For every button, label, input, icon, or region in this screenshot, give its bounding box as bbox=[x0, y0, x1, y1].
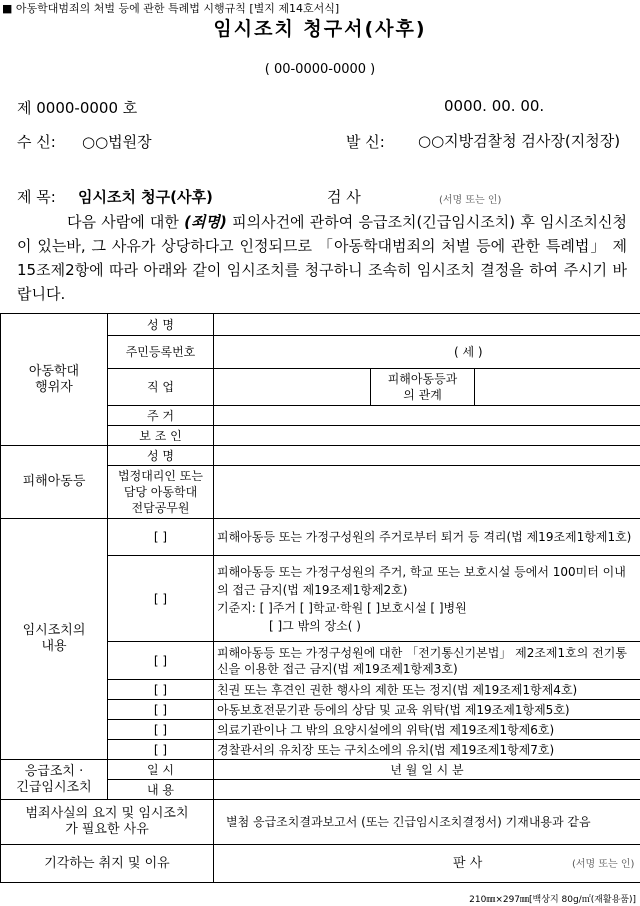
content-field[interactable] bbox=[214, 780, 640, 800]
request-body bbox=[17, 210, 627, 306]
measure-4-text: 친권 또는 후견인 권한 행사의 제한 또는 정지(법 제19조제1항제4호) bbox=[214, 680, 640, 700]
reference-number: 제 0000-0000 호 bbox=[17, 99, 138, 117]
reason-field[interactable]: 별첨 응급조치결과보고서 (또는 긴급임시조치결정서) 기재내용과 같음 bbox=[214, 800, 640, 845]
offense-name-placeholder: (죄명) bbox=[184, 213, 227, 231]
datetime-field[interactable]: 년 월 일 시 분 bbox=[214, 760, 640, 780]
measure-3-text: 피해아동등 또는 가정구성원에 대한 「전기통신기본법」 제2조제1호의 전기통신을 이용한 접근 금지(법 제19조제1항제3호) bbox=[214, 642, 640, 680]
address-label: 주 거 bbox=[108, 406, 214, 426]
recipient-value: ○○법원장 bbox=[82, 133, 152, 151]
perpetrator-name-field[interactable] bbox=[214, 314, 640, 336]
restraint-places-line-2[interactable]: [ ]그 밖의 장소( ) bbox=[269, 618, 361, 633]
request-detail-table bbox=[0, 313, 640, 883]
measure-6-checkbox[interactable]: [ ] bbox=[108, 720, 214, 740]
measure-7-text: 경찰관서의 유치장 또는 구치소에의 유치(법 제19조제1항제7호) bbox=[214, 740, 640, 760]
occupation-label: 직 업 bbox=[108, 369, 214, 406]
measure-1-text: 피해아동등 또는 가정구성원의 주거로부터 퇴거 등 격리(법 제19조제1항제1호) bbox=[214, 519, 640, 556]
measure-1-checkbox[interactable]: [ ] bbox=[108, 519, 214, 556]
measure-5-checkbox[interactable]: [ ] bbox=[108, 700, 214, 720]
assistant-label: 보 조 인 bbox=[108, 426, 214, 446]
rejection-field[interactable] bbox=[214, 845, 640, 883]
prosecutor-signature-note: (서명 또는 인) bbox=[439, 195, 502, 206]
resident-number-label: 주민등록번호 bbox=[108, 336, 214, 369]
address-field[interactable] bbox=[214, 406, 640, 426]
measure-2-checkbox[interactable]: [ ] bbox=[108, 556, 214, 642]
subject-label: 제 목: bbox=[17, 188, 56, 206]
prosecutor-label: 검 사 bbox=[327, 188, 361, 206]
datetime-label: 일 시 bbox=[108, 760, 214, 780]
measure-6-text: 의료기관이나 그 밖의 요양시설에의 위탁(법 제19조제1항제6호) bbox=[214, 720, 640, 740]
measure-4-checkbox[interactable]: [ ] bbox=[108, 680, 214, 700]
measure-2-text: 피해아동등 또는 가정구성원의 주거, 학교 또는 보호시설 등에서 100미터 이내의 접근 금지(법 제19조제1항제2호) bbox=[217, 564, 626, 597]
victim-section-label: 피해아동등 bbox=[1, 446, 108, 519]
victim-name-field[interactable] bbox=[214, 446, 640, 466]
age-field[interactable]: ( 세 ) bbox=[214, 336, 640, 369]
document-number: ( 00-0000-0000 ) bbox=[264, 62, 376, 77]
issue-date: 0000. 00. 00. bbox=[444, 97, 545, 115]
reason-label: 범죄사실의 요지 및 임시조치 가 필요한 사유 bbox=[1, 800, 214, 845]
measure-5-text: 아동보호전문기관 등에의 상담 및 교육 위탁(법 제19조제1항제5호) bbox=[214, 700, 640, 720]
judge-signature-note: (서명 또는 인) bbox=[572, 859, 635, 870]
measures-section-label: 임시조치의 내용 bbox=[1, 519, 108, 760]
perpetrator-name-label: 성 명 bbox=[108, 314, 214, 336]
perpetrator-section-label: 아동학대 행위자 bbox=[1, 314, 108, 446]
body-prefix: 다음 사람에 대한 bbox=[67, 213, 185, 231]
legal-rep-label: 법정대리인 또는 담당 아동학대 전담공무원 bbox=[108, 466, 214, 519]
relation-label: 피해아동등과 의 관계 bbox=[371, 369, 475, 406]
sender-value: ○○지방검찰청 검사장(지청장) bbox=[418, 132, 621, 150]
document-title: 임시조치 청구서(사후) bbox=[213, 18, 427, 40]
subject-value: 임시조치 청구(사후) bbox=[78, 188, 213, 206]
measure-2-cell bbox=[214, 556, 640, 642]
restraint-places-line-1[interactable]: 기준지: [ ]주거 [ ]학교·학원 [ ]보호시설 [ ]병원 bbox=[217, 600, 467, 615]
form-reference-note: ■ 아동학대범죄의 처벌 등에 관한 특례법 시행규칙 [별지 제14호서식] bbox=[2, 2, 340, 15]
victim-name-label: 성 명 bbox=[108, 446, 214, 466]
recipient-label: 수 신: bbox=[17, 133, 56, 151]
emergency-section-label: 응급조치 · 긴급임시조치 bbox=[1, 760, 108, 800]
body-text: 피의사건에 관하여 응급조치(긴급임시조치) 후 임시조치신청이 있는바, 그 사유가 상당하다고 인정되므로 「아동학대범죄의 처벌 등에 관한 특례법」 제15조제2항에 따라 아래와 같이 임시조치를 청구하니 조속히 임시조치 결정을 하여 주시기 바랍니다. bbox=[17, 213, 627, 303]
judge-label: 판 사 bbox=[453, 856, 483, 871]
content-label: 내 용 bbox=[108, 780, 214, 800]
rejection-label: 기각하는 취지 및 이유 bbox=[1, 845, 214, 883]
relation-field[interactable] bbox=[475, 369, 640, 406]
paper-spec-footer: 210㎜×297㎜[백상지 80g/㎡(재활용품)] bbox=[469, 895, 636, 905]
sender-label: 발 신: bbox=[346, 133, 385, 151]
measure-7-checkbox[interactable]: [ ] bbox=[108, 740, 214, 760]
assistant-field[interactable] bbox=[214, 426, 640, 446]
occupation-field[interactable] bbox=[214, 369, 371, 406]
legal-rep-field[interactable] bbox=[214, 466, 640, 519]
measure-3-checkbox[interactable]: [ ] bbox=[108, 642, 214, 680]
